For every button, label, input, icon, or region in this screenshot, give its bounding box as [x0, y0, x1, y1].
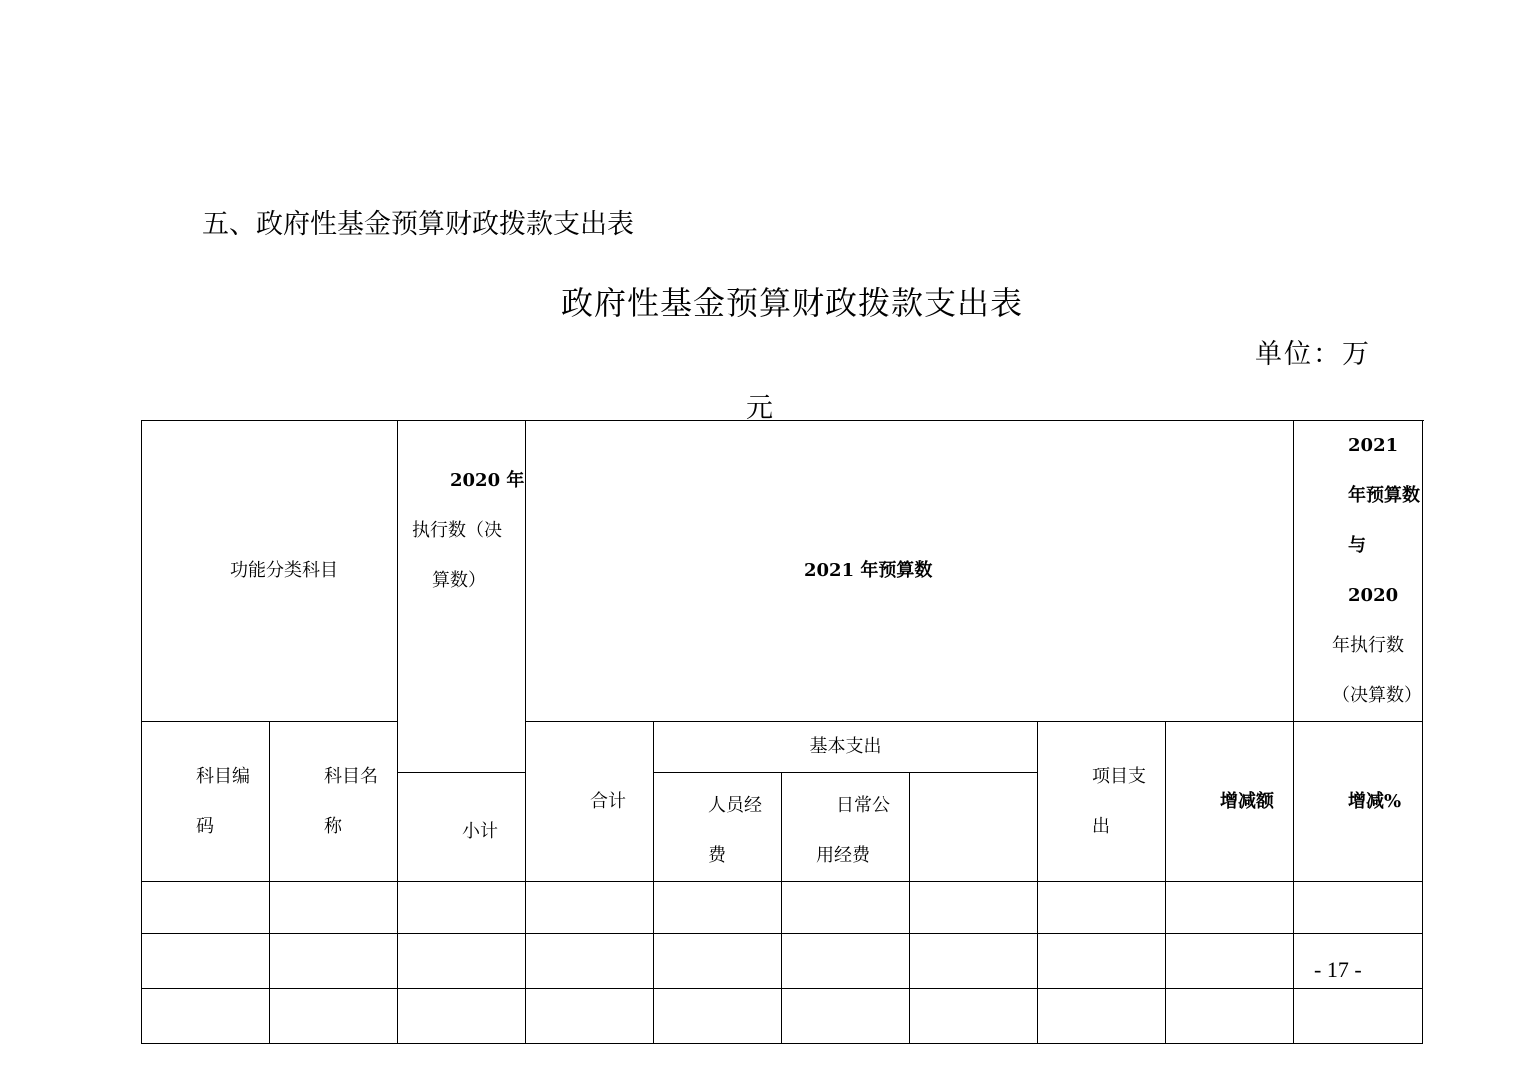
table-cell: [270, 934, 398, 989]
table-cell: [1294, 989, 1423, 1044]
budget-table: [141, 420, 1423, 1044]
table-cell: [654, 989, 782, 1044]
header-project-expenditure: 项目支 出: [1038, 722, 1166, 882]
document-title: 政府性基金预算财政拨款支出表: [560, 284, 1023, 322]
table-cell: [910, 989, 1038, 1044]
header-subject-code: 科目编 码: [142, 722, 270, 882]
table-cell: [654, 882, 782, 934]
table-cell: [782, 934, 910, 989]
header-total: 合计: [526, 722, 654, 882]
section-heading: 五、政府性基金预算财政拨款支出表: [202, 209, 634, 240]
header-basic-expenditure: 基本支出: [654, 722, 1038, 773]
header-daily-public-expense: 日常公 用经费: [782, 773, 910, 882]
table-row: [142, 934, 1423, 989]
header-change-amount: 增减额: [1166, 722, 1294, 882]
table-cell: [910, 934, 1038, 989]
header-change-percent: 增减%: [1294, 722, 1423, 882]
table-cell: [142, 882, 270, 934]
table-cell: [782, 989, 910, 1044]
table-cell: [398, 934, 526, 989]
header-personnel-expense: 人员经 费: [654, 773, 782, 882]
table-cell: [1166, 882, 1294, 934]
table-cell: [1166, 934, 1294, 989]
table-cell: [270, 882, 398, 934]
table-cell: [526, 882, 654, 934]
unit-label-continued: 元: [746, 393, 773, 424]
header-2021-budget: 2021 年预算数: [526, 421, 1294, 722]
table-cell: [1038, 882, 1166, 934]
table-cell: [398, 882, 526, 934]
table-cell: [1294, 882, 1423, 934]
header-comparison: 2021 年预算数与 2020 年执行数（决算数）: [1294, 421, 1423, 722]
table-cell: [142, 934, 270, 989]
table-cell: [142, 989, 270, 1044]
table-cell: [1038, 989, 1166, 1044]
table-row: [142, 882, 1423, 934]
header-functional-category: 功能分类科目: [142, 421, 398, 722]
table-cell: [654, 934, 782, 989]
header-2020-execution: 2020 年 执行数（决 算数）: [398, 421, 526, 773]
header-subtotal: 小计: [398, 773, 526, 882]
table-cell: [782, 882, 910, 934]
table-row: [142, 989, 1423, 1044]
table-cell: [526, 934, 654, 989]
page-number: - 17 -: [1314, 957, 1362, 982]
table-cell: [1166, 989, 1294, 1044]
table-cell: [910, 882, 1038, 934]
header-subject-name: 科目名 称: [270, 722, 398, 882]
table-cell: [526, 989, 654, 1044]
unit-label: 单位：万: [1255, 339, 1371, 370]
table-cell: [398, 989, 526, 1044]
table-cell: [270, 989, 398, 1044]
table-cell: [1038, 934, 1166, 989]
